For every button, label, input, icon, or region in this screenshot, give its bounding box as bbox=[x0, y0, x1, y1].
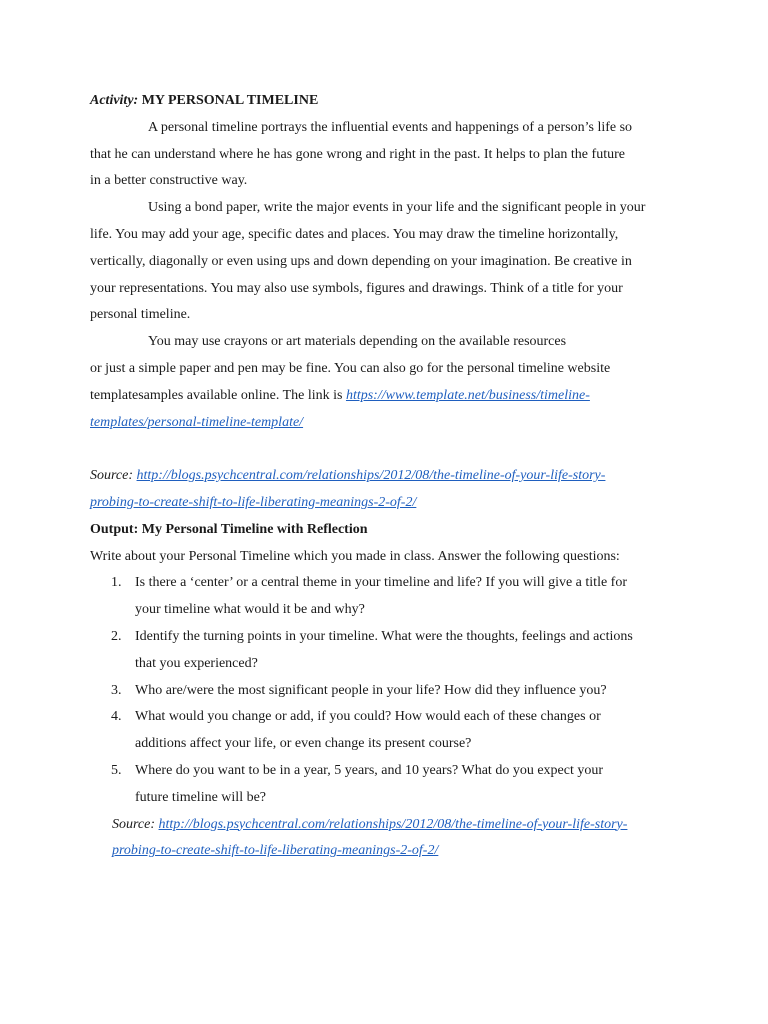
question-item bbox=[90, 678, 690, 705]
paragraph-2 bbox=[90, 195, 690, 329]
template-link-continued[interactable]: templates/personal-timeline-template/ bbox=[90, 414, 304, 430]
source-label: Source: bbox=[90, 468, 134, 484]
question-line: Is there a ‘center’ or a central theme in your timeline and life? If you will give a title for bbox=[135, 575, 627, 591]
paragraph-line: A personal timeline portrays the influential events and happenings of a person’s life so bbox=[148, 119, 633, 135]
paragraph-line bbox=[90, 410, 690, 437]
paragraph-line bbox=[90, 383, 690, 410]
source-line bbox=[112, 812, 690, 839]
question-line: Who are/were the most significant people in your life? How did they influence you? bbox=[135, 682, 607, 698]
question-line: Identify the turning points in your timeline. What were the thoughts, feelings and actions bbox=[135, 628, 633, 644]
paragraph-line: vertically, diagonally or even using ups and down depending on your imagination. Be creative in bbox=[90, 253, 632, 269]
paragraph-line: your representations. You may also use symbols, figures and drawings. Think of a title for your bbox=[90, 280, 623, 296]
source-label: Source: bbox=[112, 816, 156, 832]
activity-name: MY PERSONAL TIMELINE bbox=[141, 93, 319, 108]
source-link[interactable]: http://blogs.psychcentral.com/relationships/2012/08/the-timeline-of-your-life-story- bbox=[158, 816, 628, 832]
source-block-2 bbox=[90, 812, 690, 866]
question-line: Where do you want to be in a year, 5 years, and 10 years? What do you expect your bbox=[135, 762, 604, 778]
output-heading: Output: My Personal Timeline with Reflection bbox=[90, 521, 368, 537]
source-block-1 bbox=[90, 463, 690, 517]
source-link-continued[interactable]: probing-to-create-shift-to-life-liberating-meanings-2-of-2/ bbox=[90, 494, 417, 510]
paragraph-line: Using a bond paper, write the major events in your life and the significant people in your bbox=[148, 200, 646, 216]
question-number: 1. bbox=[111, 575, 122, 591]
paragraph-line: or just a simple paper and pen may be fine. You can also go for the personal timeline website bbox=[90, 360, 611, 376]
question-item bbox=[90, 758, 690, 812]
source-link[interactable]: http://blogs.psychcentral.com/relationships/2012/08/the-timeline-of-your-life-story- bbox=[136, 468, 606, 484]
paragraph-line: in a better constructive way. bbox=[90, 173, 248, 189]
question-number: 5. bbox=[111, 762, 122, 778]
document-page bbox=[90, 88, 690, 865]
paragraph-line: personal timeline. bbox=[90, 307, 191, 323]
paragraph-line: that he can understand where he has gone wrong and right in the past. It helps to plan the future bbox=[90, 146, 625, 162]
activity-label: Activity: bbox=[90, 93, 139, 108]
question-item bbox=[90, 570, 690, 624]
template-link[interactable]: https://www.template.net/business/timeline- bbox=[345, 387, 590, 403]
source-line bbox=[90, 463, 690, 490]
paragraph-line: You may use crayons or art materials depending on the available resources bbox=[148, 334, 567, 350]
question-line: your timeline what would it be and why? bbox=[135, 602, 365, 618]
paragraph-3 bbox=[90, 329, 690, 436]
source-link-continued[interactable]: probing-to-create-shift-to-life-liberating-meanings-2-of-2/ bbox=[112, 843, 439, 859]
source-line bbox=[112, 838, 690, 865]
blank-line bbox=[90, 436, 690, 463]
question-number: 3. bbox=[111, 682, 122, 698]
question-item bbox=[90, 624, 690, 678]
activity-title bbox=[90, 88, 690, 115]
question-line: that you experienced? bbox=[135, 655, 258, 671]
link-prefix-text: templatesamples available online. The link is bbox=[90, 387, 346, 403]
paragraph-1 bbox=[90, 115, 690, 195]
question-number: 4. bbox=[111, 709, 122, 725]
question-line: future timeline will be? bbox=[135, 789, 267, 805]
question-line: What would you change or add, if you could? How would each of these changes or bbox=[135, 709, 601, 725]
question-number: 2. bbox=[111, 628, 122, 644]
question-item bbox=[90, 704, 690, 758]
questions-list bbox=[90, 570, 690, 811]
question-line: additions affect your life, or even change its present course? bbox=[135, 736, 472, 752]
source-line bbox=[90, 490, 690, 517]
paragraph-line: life. You may add your age, specific dates and places. You may draw the timeline horizontally, bbox=[90, 226, 619, 242]
output-intro: Write about your Personal Timeline which you made in class. Answer the following questions: bbox=[90, 548, 620, 564]
